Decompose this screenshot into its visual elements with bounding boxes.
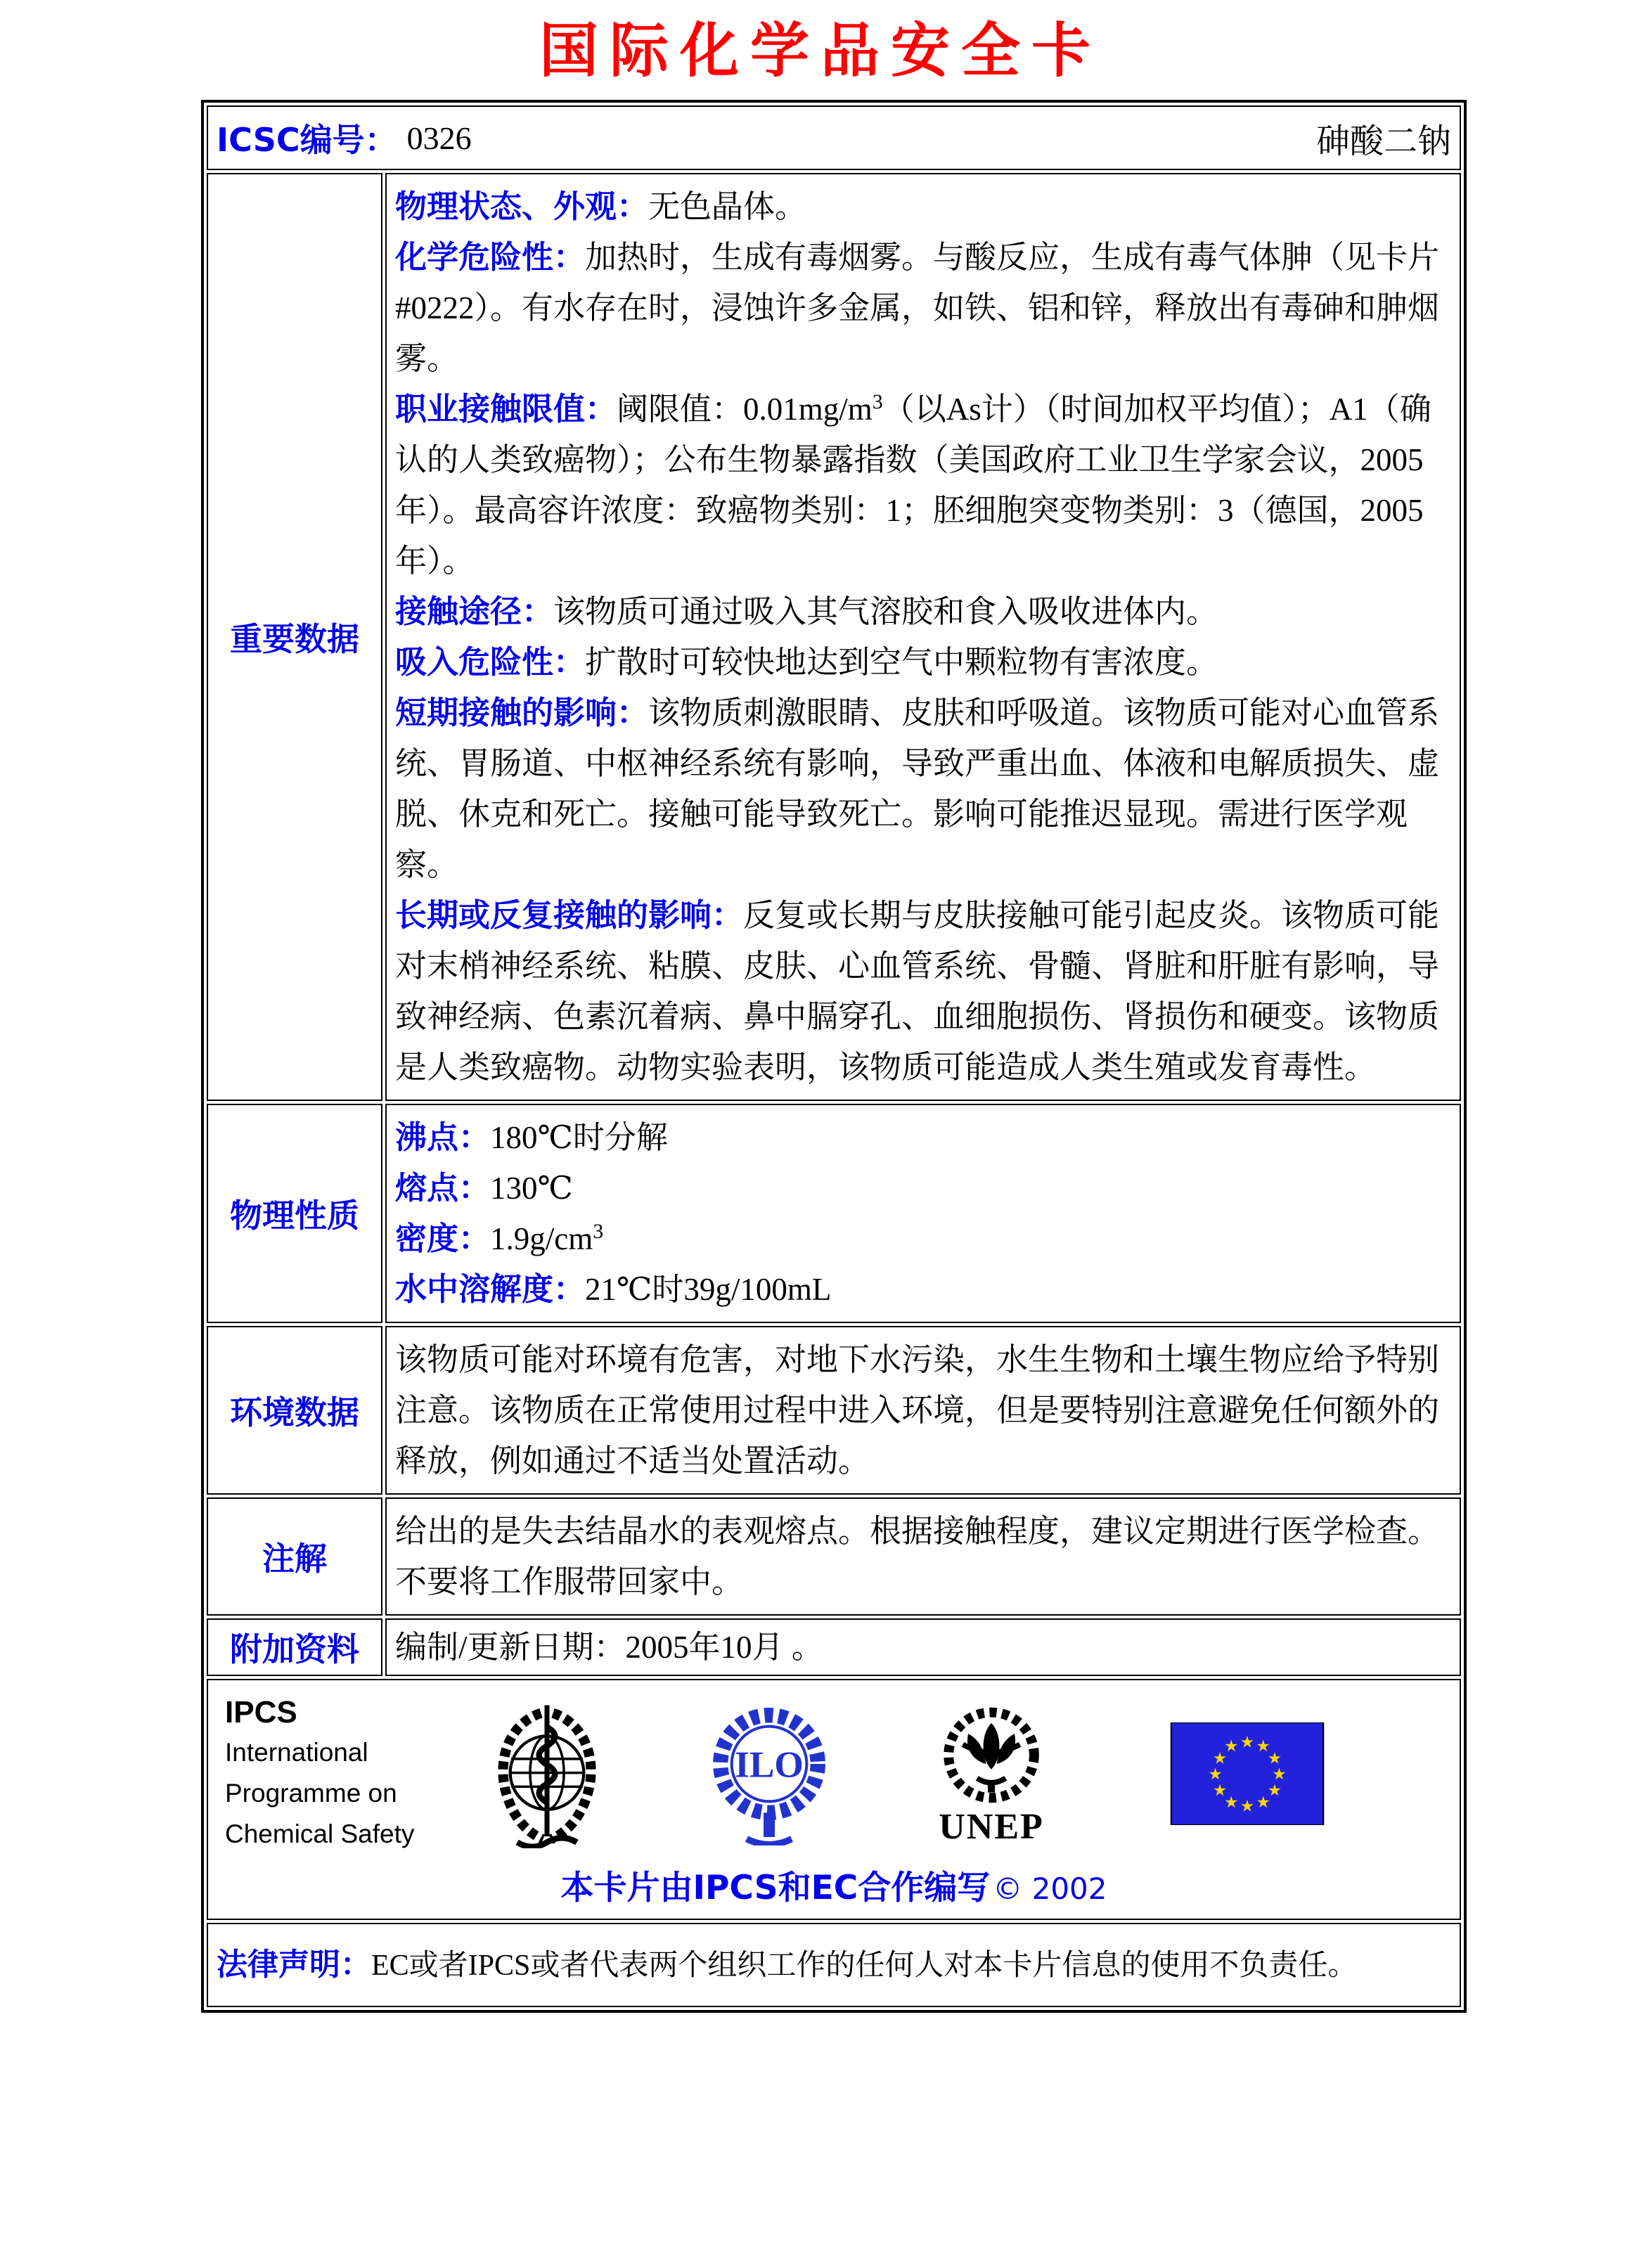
entry-label: 职业接触限值： [395, 390, 617, 428]
entry: 长期或反复接触的影响：反复或长期与皮肤接触可能引起皮炎。该物质可能对末梢神经系统、粘膜、皮肤、心血管系统、骨髓、肾脏和肝脏有影响，导致神经病、色素沉着病、鼻中膈穿孔、血细胞损伤、肾损伤和硬变。该物质是人类致癌物。动物实验表明，该物质可能造成人类生殖或发育毒性。 [395, 896, 1440, 1085]
icsc-card [201, 100, 1467, 2013]
unep-logo-icon [938, 1703, 1045, 1845]
svg-text:★: ★ [1267, 1749, 1282, 1768]
ipcs-subtitle-line: Chemical Safety [225, 1819, 415, 1849]
who-logo-icon [487, 1699, 607, 1848]
svg-text:★: ★ [1212, 1749, 1228, 1768]
ilo-letters: ILO [735, 1744, 804, 1786]
entry-label: 长期或反复接触的影响： [395, 896, 744, 934]
ilo-logo-icon [713, 1702, 825, 1845]
svg-text:★: ★ [1267, 1781, 1282, 1800]
logos-row [207, 1679, 1461, 1920]
entry: 该物质可能对环境有危害，对地下水污染，水生生物和土壤生物应给予特别注意。该物质在正常使用过程中进入环境，但是要特别注意避免任何额外的释放，例如通过不适当处置活动。 [395, 1342, 1440, 1479]
svg-text:★: ★ [1240, 1797, 1255, 1816]
legal-text: EC或者IPCS或者代表两个组织工作的任何人对本卡片信息的使用不负责任。 [371, 1949, 1358, 1982]
entry: 沸点：180℃时分解 [395, 1119, 668, 1156]
section-content-environmental-data [385, 1326, 1461, 1495]
entry: 职业接触限值：阈限值：$0.01mg/m^3$（以As计）（时间加权平均值）；A1（确认的人类致癌物）；公布生物暴露指数（美国政府工业卫生学家会议，2005年）。最高容许浓度：致癌物类别：1；胚细胞突变物类别：3（德国，2005年）。 [395, 390, 1431, 579]
entry: 密度：$1.9g/cm^3$ [395, 1220, 604, 1258]
section-label-additional-information: 附加资料 [207, 1618, 382, 1676]
logos-strip [225, 1693, 1443, 1855]
entry: 吸入危险性：扩散时可较快地达到空气中颗粒物有害浓度。 [395, 643, 1218, 681]
header-row [207, 105, 1461, 170]
copyright-text: © 2002 [993, 1871, 1107, 1907]
entry-label: 沸点： [395, 1119, 491, 1156]
entry: 水中溶解度：21℃时39g/100mL [395, 1270, 832, 1308]
entry-label: 吸入危险性： [395, 643, 586, 681]
entry-label: 短期接触的影响： [395, 694, 649, 732]
svg-text:★: ★ [1256, 1737, 1270, 1756]
entry: 化学危险性：加热时，生成有毒烟雾。与酸反应，生成有毒气体胂（见卡片#0222）。有水存在时，浸蚀许多金属，如铁、铝和锌，释放出有毒砷和胂烟雾。 [395, 238, 1440, 377]
entry-label: 接触途径： [395, 593, 554, 631]
entry-label: 熔点： [395, 1169, 491, 1207]
svg-text:★: ★ [1272, 1765, 1287, 1784]
ipcs-block [225, 1693, 416, 1855]
entry-label: 化学危险性： [395, 238, 586, 276]
section-row-environmental-data [207, 1326, 1461, 1495]
entry: 熔点：130℃ [395, 1169, 573, 1207]
chemical-name: 砷酸二钠 [1315, 122, 1451, 160]
entry-label: 密度： [395, 1220, 491, 1258]
unep-word: UNEP [939, 1806, 1044, 1847]
svg-text:★: ★ [1212, 1781, 1228, 1800]
ipcs-subtitle-line: Programme on [225, 1779, 397, 1808]
entry-label: 水中溶解度： [395, 1270, 586, 1308]
svg-text:★: ★ [1224, 1793, 1239, 1812]
icsc-number-label: ICSC编号： [217, 121, 397, 160]
section-label-physical-properties: 物理性质 [207, 1104, 382, 1323]
legal-notice [217, 1944, 1451, 1987]
entry: 接触途径：该物质可通过吸入其气溶胶和食入吸收进体内。 [395, 593, 1218, 631]
entry: 编制/更新日期：2005年10月 。 [395, 1630, 823, 1665]
entry: 短期接触的影响：该物质刺激眼睛、皮肤和呼吸道。该物质可能对心血管系统、胃肠道、中枢神经系统有影响，导致严重出血、体液和电解质损失、虚脱、休克和死亡。接触可能导致死亡。影响可能推迟显现。需进行医学观察。 [395, 694, 1440, 883]
svg-text:★: ★ [1224, 1737, 1239, 1756]
svg-text:★: ★ [1256, 1793, 1270, 1812]
svg-text:★: ★ [1240, 1734, 1255, 1753]
ipcs-title: IPCS [225, 1695, 297, 1730]
section-row-important-data [207, 173, 1461, 1101]
legal-label: 法律声明： [217, 1946, 371, 1983]
entry: 给出的是失去结晶水的表观熔点。根据接触程度，建议定期进行医学检查。不要将工作服带回家中。 [395, 1514, 1440, 1600]
section-label-notes: 注解 [207, 1497, 382, 1616]
cooperation-caption [225, 1862, 1443, 1909]
section-label-important-data: 重要数据 [207, 173, 382, 1101]
section-label-environmental-data: 环境数据 [207, 1326, 382, 1495]
section-content-additional-information [385, 1618, 1461, 1676]
section-row-additional-information [207, 1618, 1461, 1676]
section-content-physical-properties [385, 1104, 1461, 1323]
entry-label: 物理状态、外观： [395, 188, 649, 226]
eu-flag-icon [1168, 1722, 1327, 1825]
caption-text: 本卡片由IPCS和EC合作编写 [560, 1869, 991, 1908]
legal-row [207, 1923, 1461, 2007]
ipcs-subtitle-line: International [225, 1738, 368, 1767]
page-title: 国际化学品安全卡 [539, 16, 1102, 85]
section-content-notes [385, 1497, 1461, 1616]
entry: 物理状态、外观：无色晶体。 [395, 188, 807, 226]
section-row-notes [207, 1497, 1461, 1616]
icsc-number-value: 0326 [406, 120, 472, 156]
section-content-important-data [385, 173, 1461, 1101]
icsc-page [0, 18, 1641, 2268]
section-row-physical-properties [207, 1104, 1461, 1323]
svg-text:★: ★ [1208, 1765, 1223, 1784]
